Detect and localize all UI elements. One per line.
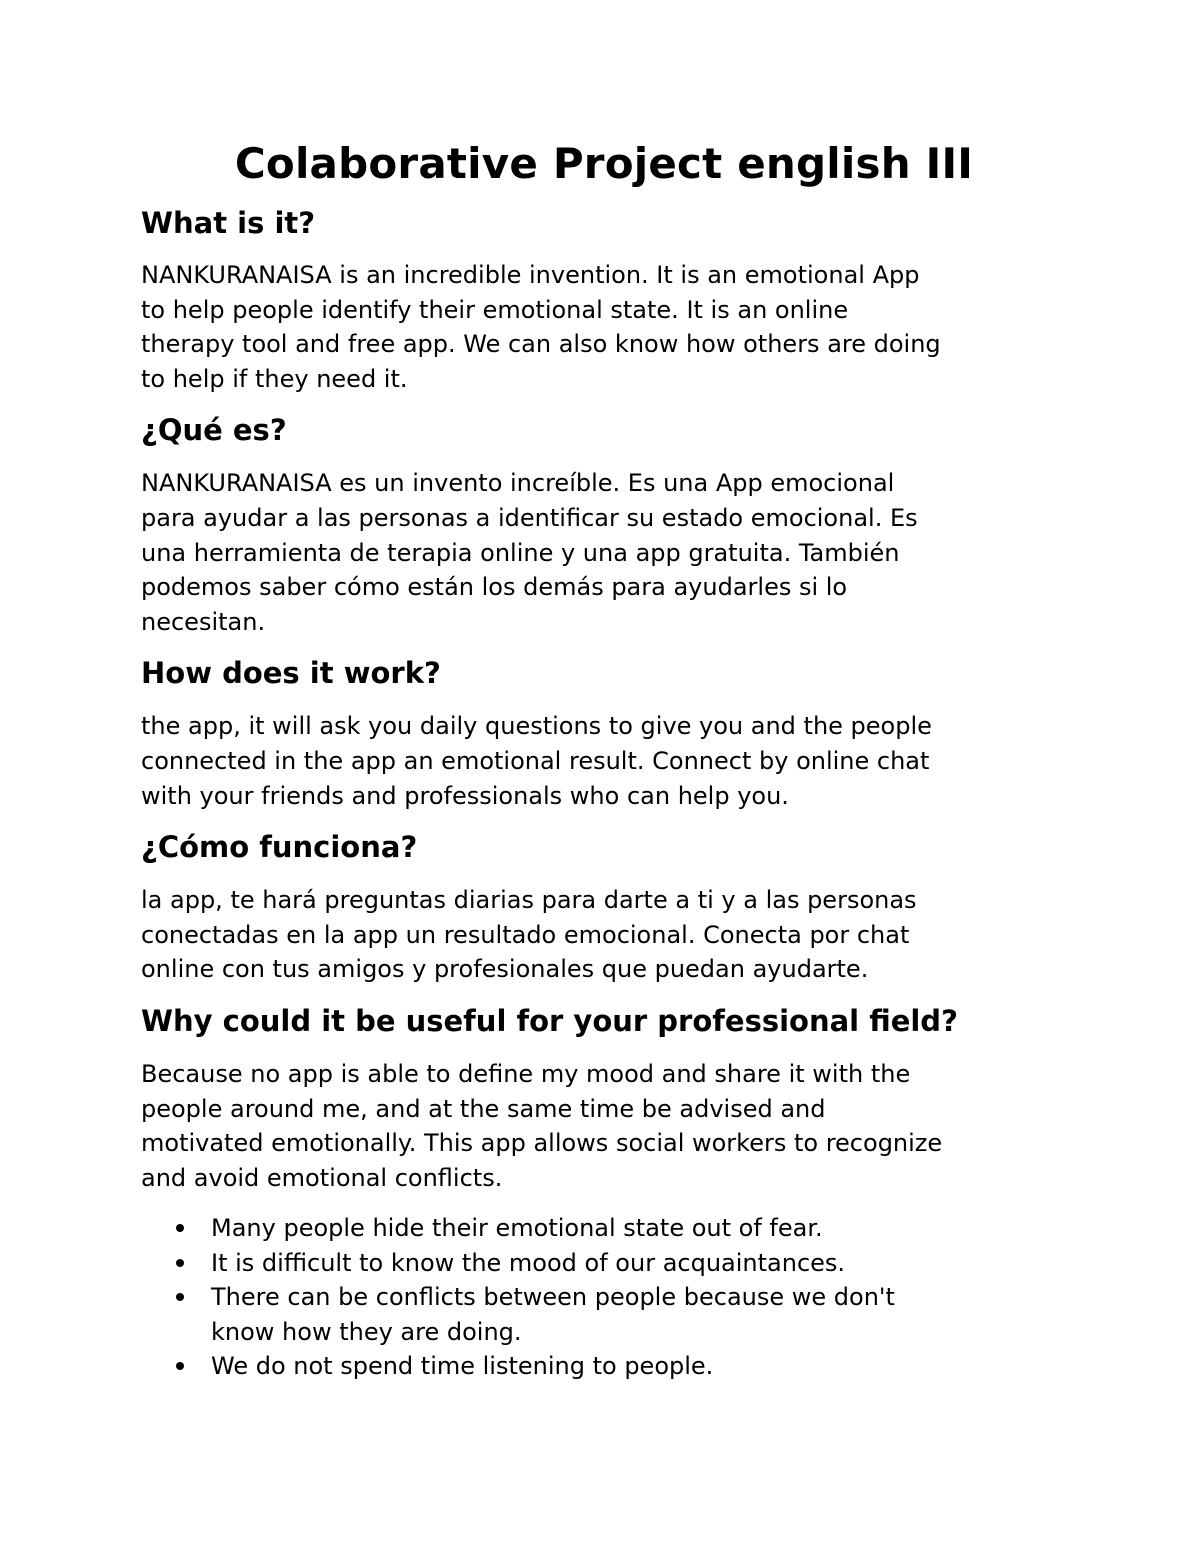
bullet-item [141,1280,1071,1349]
bullet-item [141,1211,1071,1245]
paragraph-line: conectadas en la app un resultado emocional. Conecta por chat [141,920,910,949]
section-paragraph-como-funciona [141,883,1071,987]
paragraph-line: people around me, and at the same time be advised and [141,1094,826,1123]
paragraph-line: the app, it will ask you daily questions to give you and the people [141,712,932,741]
section-heading-como-funciona: ¿Cómo funciona? [141,830,418,865]
bullet-text: It is difficult to know the mood of our acquaintances. [211,1248,846,1277]
paragraph-line: para ayudar a las personas a identificar su estado emocional. Es [141,503,918,532]
bullet-text: Many people hide their emotional state out of fear. [211,1214,823,1243]
paragraph-line: motivated emotionally. This app allows social workers to recognize [141,1129,943,1158]
section-heading-how-does-it-work: How does it work? [141,656,441,691]
paragraph-line: Because no app is able to define my mood and share it with the [141,1059,911,1088]
paragraph-line: therapy tool and free app. We can also know how others are doing [141,330,941,359]
paragraph-line: and avoid emotional conflicts. [141,1163,503,1192]
paragraph-line: to help people identify their emotional state. It is an online [141,295,849,324]
bullet-text: We do not spend time listening to people. [211,1351,714,1380]
paragraph-line: una herramienta de terapia online y una app gratuita. También [141,538,900,567]
bullet-dot-icon [176,1224,184,1232]
section-heading-what-is-it: What is it? [141,206,316,240]
bullet-dot-icon [176,1259,184,1267]
paragraph-line: podemos saber cómo están los demás para ayudarles si lo [141,573,848,602]
bullet-item [141,1349,1071,1383]
paragraph-line: with your friends and professionals who can help you. [141,781,789,810]
section-paragraph-que-es [141,466,1071,639]
bullet-dot-icon [176,1293,184,1301]
paragraph-line: online con tus amigos y profesionales que puedan ayudarte. [141,955,869,984]
bullet-text: know how they are doing. [211,1317,522,1346]
paragraph-line: to help if they need it. [141,364,408,393]
paragraph-line: NANKURANAISA is an incredible invention. It is an emotional App [141,261,920,289]
bullet-list [141,1211,1071,1383]
paragraph-line: connected in the app an emotional result. Connect by online chat [141,746,930,775]
document-title: Colaborative Project english III [234,139,974,188]
paragraph-line: la app, te hará preguntas diarias para darte a ti y a las personas [141,886,917,915]
bullet-dot-icon [176,1362,184,1370]
section-heading-que-es: ¿Qué es? [141,413,287,448]
bullet-text: There can be conflicts between people because we don't [211,1283,895,1312]
section-heading-why-useful: Why could it be useful for your professional field? [141,1003,958,1038]
section-paragraph-how-does-it-work [141,709,1071,813]
document-page [141,138,1071,1383]
section-paragraph-what-is-it [141,258,1071,396]
paragraph-line: necesitan. [141,607,266,636]
section-paragraph-why-useful [141,1057,1071,1195]
bullet-item [141,1246,1071,1280]
paragraph-line: NANKURANAISA es un invento increíble. Es una App emocional [141,469,895,498]
